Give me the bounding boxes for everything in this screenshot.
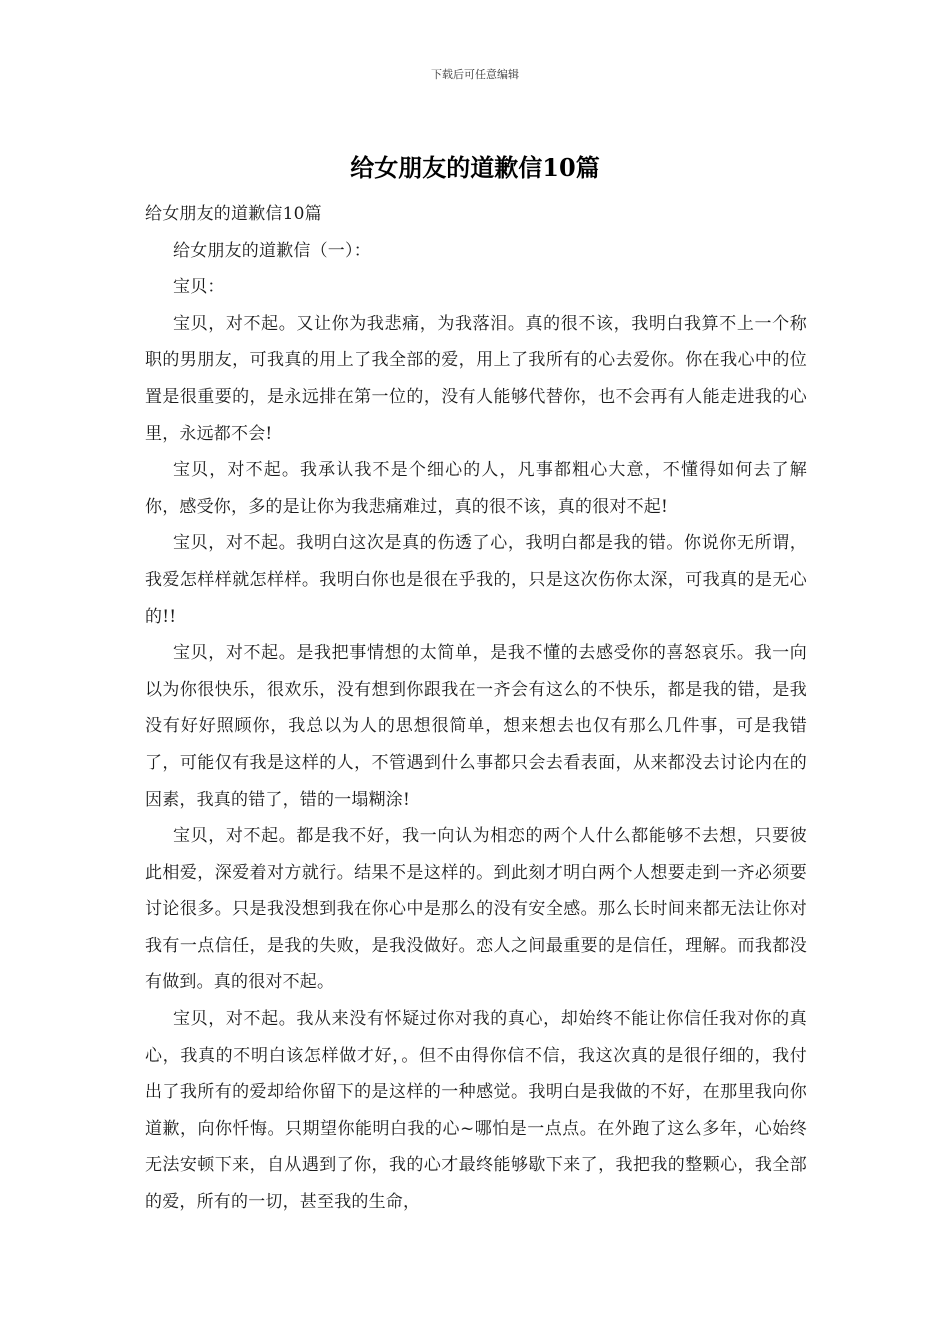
paragraph: 宝贝，对不起。我承认我不是个细心的人，凡事都粗心大意，不懂得如何去了解你，感受你，多的是让你为我悲痛难过，真的很不该，真的很对不起! (145, 460, 807, 517)
paragraph: 宝贝，对不起。都是我不好，我一向认为相恋的两个人什么都能够不去想，只要彼此相爱，深爱着对方就行。结果不是这样的。到此刻才明白两个人想要走到一齐必须要讨论很多。只是我没想到我在你心中是那么的没有安全感。那么长时间来都无法让你对我有一点信任，是我的失败，是我没做好。恋人之间最重要的是信任，理解。而我都没有做到。真的很对不起。 (145, 826, 807, 993)
paragraph: 宝贝，对不起。我明白这次是真的伤透了心，我明白都是我的错。你说你无所谓，我爱怎样样就怎样样。我明白你也是很在乎我的，只是这次伤你太深，可我真的是无心的!! (145, 533, 807, 627)
paragraph: 给女朋友的道歉信10篇 (145, 204, 322, 224)
document-body (145, 196, 807, 1221)
paragraph: 宝贝，对不起。是我把事情想的太简单，是我不懂的去感受你的喜怒哀乐。我一向以为你很快乐，很欢乐，没有想到你跟我在一齐会有这么的不快乐，都是我的错，是我没有好好照顾你，我总以为人的思想很简单，想来想去也仅有那么几件事，可是我错了，可能仅有我是这样的人，不管遇到什么事都只会去看表面，从来都没去讨论内在的因素，我真的错了，错的一塌糊涂! (145, 643, 807, 810)
paragraph: 宝贝： (173, 277, 225, 298)
paragraph: 宝贝，对不起。我从来没有怀疑过你对我的真心，却始终不能让你信任我对你的真心，我真的不明白该怎样做才好，。但不由得你信不信，我这次真的是很仔细的，我付出了我所有的爱却给你留下的是这样的一种感觉。我明白是我做的不好，在那里我向你道歉，向你忏悔。只期望你能明白我的心~哪怕是一点点。在外跑了这么多年，心始终无法安顿下来，自从遇到了你，我的心才最终能够歇下来了，我把我的整颗心，我全部的爱，所有的一切，甚至我的生命， (145, 1009, 807, 1213)
document-title: 给女朋友的道歉信10篇 (350, 153, 600, 182)
header-note: 下载后可任意编辑 (431, 68, 519, 81)
paragraph: 给女朋友的道歉信（一）： (173, 240, 371, 261)
paragraph: 宝贝，对不起。又让你为我悲痛，为我落泪。真的很不该，我明白我算不上一个称职的男朋友，可我真的用上了我全部的爱，用上了我所有的心去爱你。你在我心中的位置是很重要的，是永远排在第一位的，没有人能够代替你，也不会再有人能走进我的心里，永远都不会! (145, 313, 807, 444)
